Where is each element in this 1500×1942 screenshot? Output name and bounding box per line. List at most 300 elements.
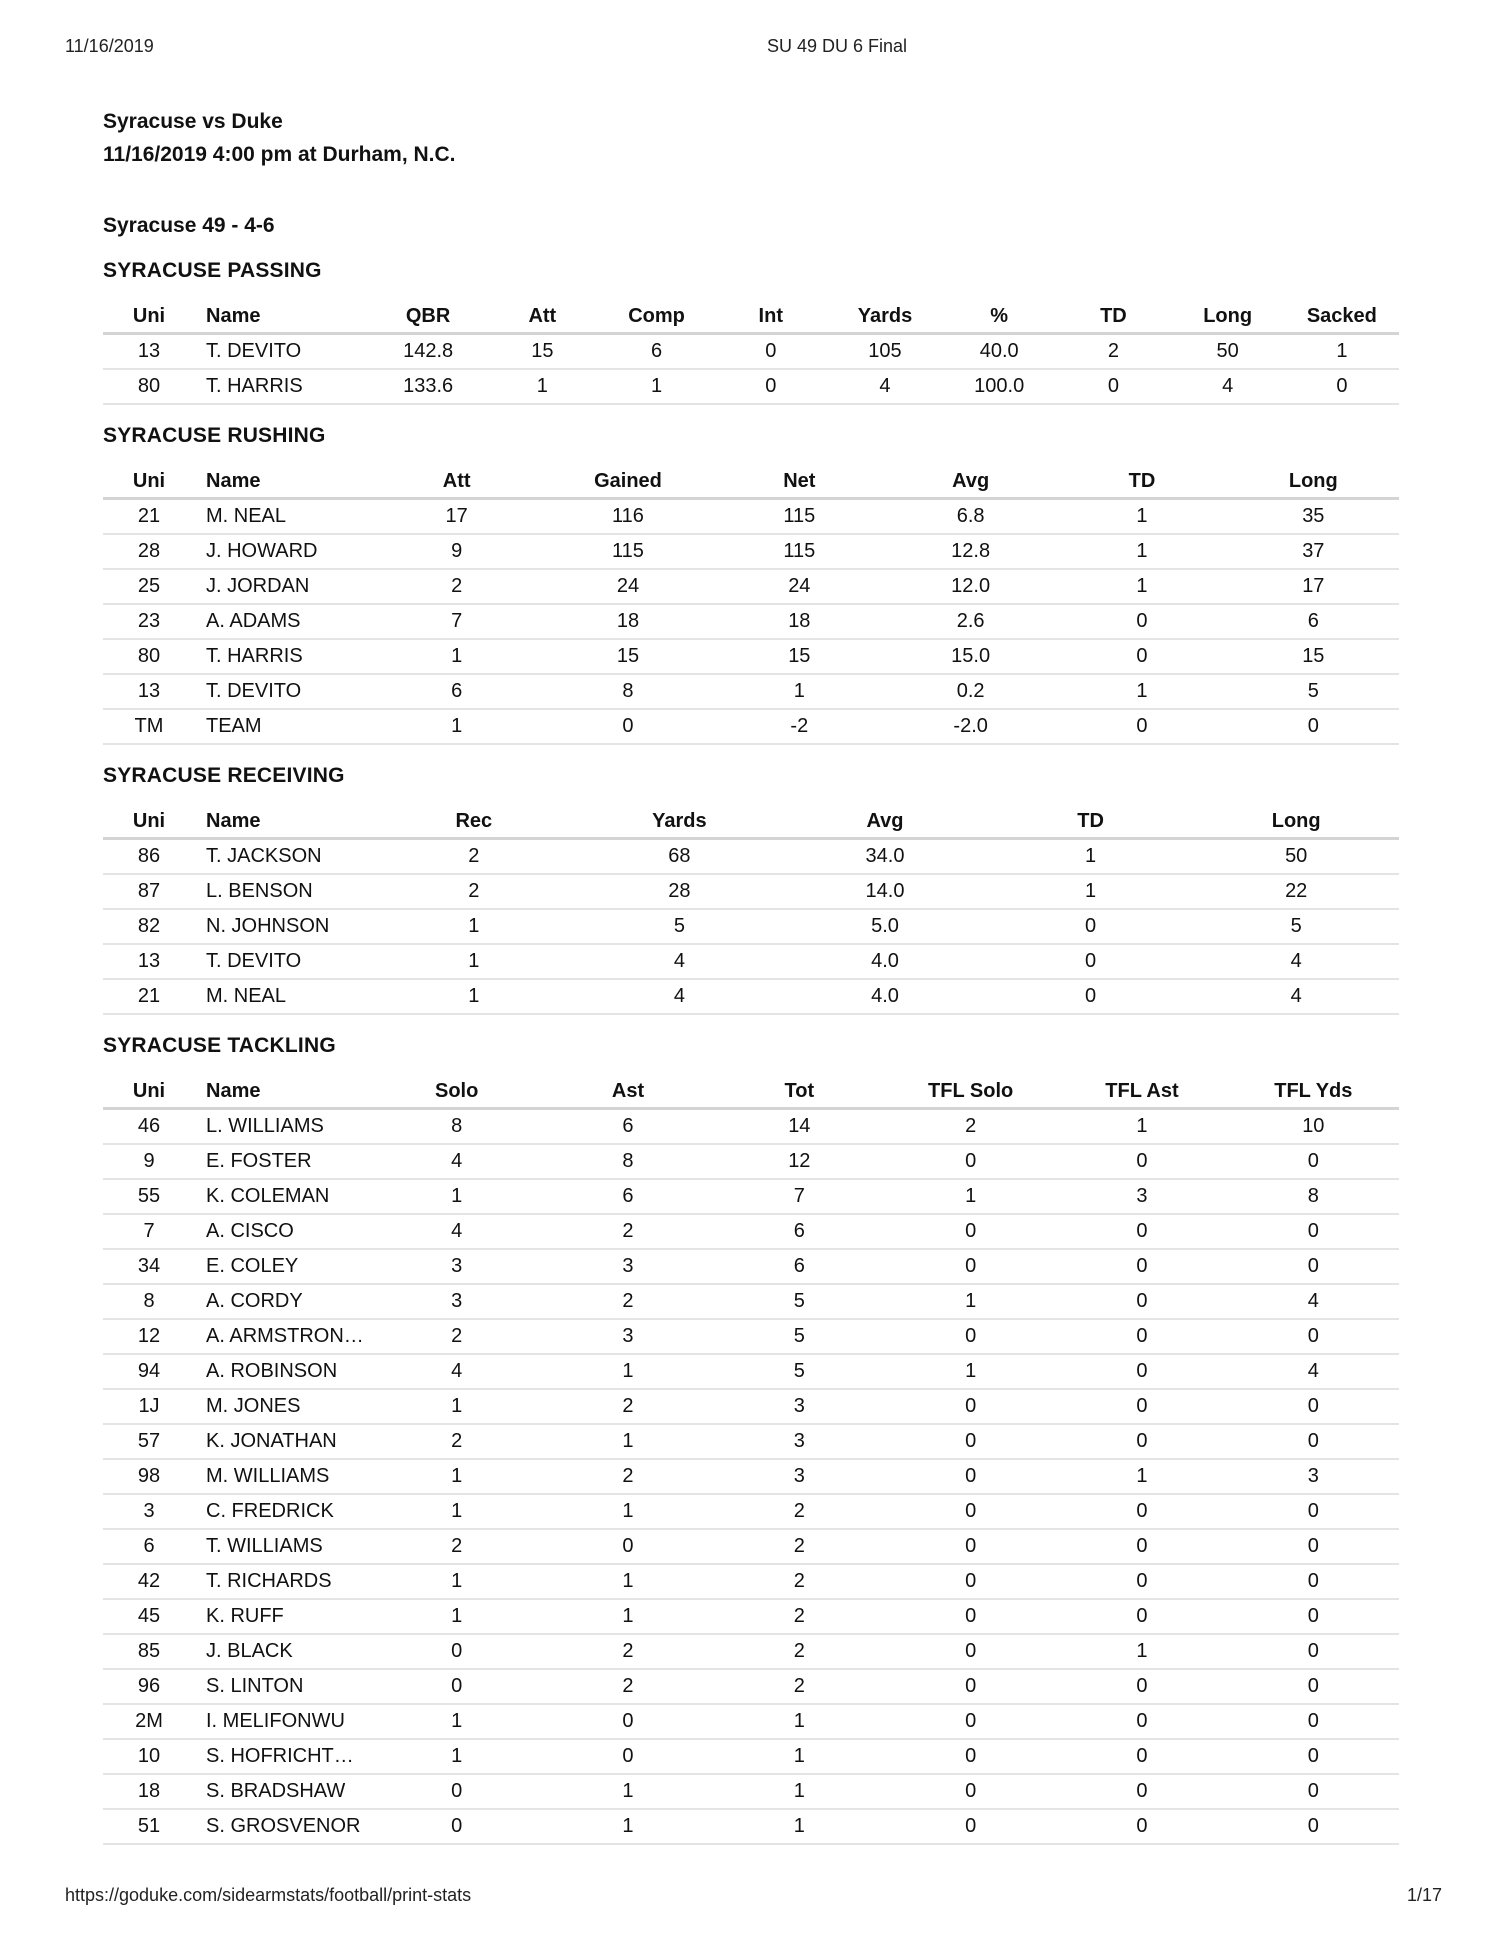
table-row <box>103 1179 1399 1214</box>
stat-cell: 1 <box>371 639 542 674</box>
column-header: TD <box>1056 465 1227 499</box>
table-row <box>103 534 1399 569</box>
stat-cell: 1 <box>542 1809 713 1844</box>
stat-cell: 7 <box>371 604 542 639</box>
table-row <box>103 1319 1399 1354</box>
stat-cell: 1 <box>1056 499 1227 535</box>
stat-cell: 1 <box>371 1564 542 1599</box>
player-name: E. FOSTER <box>195 1144 371 1179</box>
uniform-number: 6 <box>103 1529 195 1564</box>
stat-cell: 1 <box>542 1494 713 1529</box>
stat-cell: 0 <box>1228 1564 1399 1599</box>
player-name: S. LINTON <box>195 1669 371 1704</box>
stat-cell: 1 <box>371 1739 542 1774</box>
stat-cell: 0 <box>371 1774 542 1809</box>
stat-cell: 0 <box>1056 1774 1227 1809</box>
stat-cell: 1 <box>714 1774 885 1809</box>
stat-cell: 0 <box>1056 1424 1227 1459</box>
stat-cell: 0 <box>1056 1704 1227 1739</box>
stat-cell: 2 <box>542 1634 713 1669</box>
column-header: TFL Ast <box>1056 1075 1227 1109</box>
uniform-number: 10 <box>103 1739 195 1774</box>
stat-cell: 1 <box>1056 1634 1227 1669</box>
player-name: A. CISCO <box>195 1214 371 1249</box>
player-name: TEAM <box>195 709 371 744</box>
stat-cell: 0 <box>885 1319 1056 1354</box>
stat-cell: 2 <box>371 839 577 875</box>
table-row <box>103 944 1399 979</box>
stat-cell: 1 <box>371 1179 542 1214</box>
stat-cell: 50 <box>1193 839 1399 875</box>
player-name: M. NEAL <box>195 979 371 1014</box>
stat-cell: 5 <box>577 909 783 944</box>
player-name: L. BENSON <box>195 874 371 909</box>
stat-cell: 0 <box>1056 1809 1227 1844</box>
uniform-number: 21 <box>103 499 195 535</box>
table-row <box>103 1669 1399 1704</box>
stat-cell: 0 <box>885 1809 1056 1844</box>
column-header: QBR <box>371 300 485 334</box>
player-name: I. MELIFONWU <box>195 1704 371 1739</box>
stat-cell: 142.8 <box>371 334 485 370</box>
uniform-number: 21 <box>103 979 195 1014</box>
stat-cell: 2 <box>371 1424 542 1459</box>
table-row <box>103 499 1399 535</box>
uniform-number: 2M <box>103 1704 195 1739</box>
stat-cell: 0 <box>885 1494 1056 1529</box>
stat-cell: 5.0 <box>782 909 988 944</box>
stat-cell: 2 <box>714 1564 885 1599</box>
stat-cell: 2 <box>714 1669 885 1704</box>
stat-cell: 0 <box>1228 1249 1399 1284</box>
stat-cell: 40.0 <box>942 334 1056 370</box>
table-row <box>103 909 1399 944</box>
player-name: T. DEVITO <box>195 334 371 370</box>
stat-cell: 17 <box>1228 569 1399 604</box>
uniform-number: 23 <box>103 604 195 639</box>
stat-cell: 0 <box>988 909 1194 944</box>
stat-cell: 5 <box>1228 674 1399 709</box>
stat-cell: 2 <box>1056 334 1170 370</box>
stat-cell: 1 <box>885 1284 1056 1319</box>
stat-cell: 7 <box>714 1179 885 1214</box>
column-header: Att <box>371 465 542 499</box>
stat-cell: 10 <box>1228 1109 1399 1145</box>
stat-cell: 0 <box>885 1634 1056 1669</box>
stat-cell: 14.0 <box>782 874 988 909</box>
table-row <box>103 1704 1399 1739</box>
stat-cell: 0 <box>542 709 713 744</box>
stat-cell: 0 <box>988 979 1194 1014</box>
stat-cell: 0 <box>1228 1214 1399 1249</box>
stat-cell: 6 <box>714 1214 885 1249</box>
stat-cell: 2 <box>714 1599 885 1634</box>
stat-cell: 68 <box>577 839 783 875</box>
uniform-number: TM <box>103 709 195 744</box>
player-name: T. HARRIS <box>195 639 371 674</box>
uniform-number: 8 <box>103 1284 195 1319</box>
uniform-number: 42 <box>103 1564 195 1599</box>
stat-cell: 1 <box>371 1494 542 1529</box>
rushing-section-title: SYRACUSE RUSHING <box>103 424 326 447</box>
stat-cell: 6 <box>542 1179 713 1214</box>
player-name: T. HARRIS <box>195 369 371 404</box>
stat-cell: 1 <box>542 1424 713 1459</box>
player-name: S. BRADSHAW <box>195 1774 371 1809</box>
stat-cell: 1 <box>599 369 713 404</box>
stat-cell: 1 <box>542 1564 713 1599</box>
table-row <box>103 1459 1399 1494</box>
uniform-number: 3 <box>103 1494 195 1529</box>
stat-cell: 0 <box>885 1774 1056 1809</box>
table-row <box>103 334 1399 370</box>
stat-cell: 0 <box>1056 709 1227 744</box>
table-header-row <box>103 1075 1399 1109</box>
column-header: TD <box>1056 300 1170 334</box>
stat-cell: -2.0 <box>885 709 1056 744</box>
print-title: SU 49 DU 6 Final <box>766 36 908 56</box>
player-name: C. FREDRICK <box>195 1494 371 1529</box>
stat-cell: 1 <box>371 979 577 1014</box>
table-row <box>103 1599 1399 1634</box>
stat-cell: 0 <box>1228 1634 1399 1669</box>
stat-cell: 0 <box>1056 1354 1227 1389</box>
stat-cell: 37 <box>1228 534 1399 569</box>
stat-cell: 116 <box>542 499 713 535</box>
uniform-number: 9 <box>103 1144 195 1179</box>
stat-cell: 1 <box>485 369 599 404</box>
stat-cell: 15 <box>1228 639 1399 674</box>
table-row <box>103 1634 1399 1669</box>
stat-cell: 6 <box>542 1109 713 1145</box>
stat-cell: 0 <box>1285 369 1399 404</box>
stat-cell: 4 <box>577 944 783 979</box>
stat-cell: 15 <box>542 639 713 674</box>
stat-cell: 0 <box>1228 1389 1399 1424</box>
stat-cell: 2 <box>714 1634 885 1669</box>
table-row <box>103 1739 1399 1774</box>
stat-cell: 3 <box>714 1389 885 1424</box>
column-header: Gained <box>542 465 713 499</box>
table-row <box>103 604 1399 639</box>
stat-cell: 0 <box>1056 369 1170 404</box>
table-row <box>103 369 1399 404</box>
stat-cell: 8 <box>371 1109 542 1145</box>
stat-cell: 0.2 <box>885 674 1056 709</box>
stat-cell: 0 <box>885 1739 1056 1774</box>
stat-cell: 1 <box>885 1354 1056 1389</box>
player-name: L. WILLIAMS <box>195 1109 371 1145</box>
column-header: Rec <box>371 805 577 839</box>
stat-cell: 1 <box>371 909 577 944</box>
stat-cell: 34.0 <box>782 839 988 875</box>
stat-cell: 0 <box>885 1669 1056 1704</box>
uniform-number: 12 <box>103 1319 195 1354</box>
table-header-row <box>103 805 1399 839</box>
stat-cell: 35 <box>1228 499 1399 535</box>
stat-cell: 0 <box>542 1529 713 1564</box>
stat-cell: 18 <box>714 604 885 639</box>
column-header: Avg <box>782 805 988 839</box>
player-name: M. WILLIAMS <box>195 1459 371 1494</box>
uniform-number: 80 <box>103 639 195 674</box>
stat-cell: 0 <box>1228 1319 1399 1354</box>
stat-cell: 0 <box>1228 1739 1399 1774</box>
uniform-number: 18 <box>103 1774 195 1809</box>
stat-cell: 0 <box>1056 604 1227 639</box>
stat-cell: 0 <box>1228 709 1399 744</box>
table-row <box>103 639 1399 674</box>
stat-cell: 0 <box>1056 1494 1227 1529</box>
stat-cell: 0 <box>1056 1669 1227 1704</box>
uniform-number: 13 <box>103 334 195 370</box>
uniform-number: 13 <box>103 944 195 979</box>
table-row <box>103 1249 1399 1284</box>
player-name: A. ROBINSON <box>195 1354 371 1389</box>
column-header: TFL Yds <box>1228 1075 1399 1109</box>
uniform-number: 87 <box>103 874 195 909</box>
player-name: M. NEAL <box>195 499 371 535</box>
stat-cell: 1 <box>371 944 577 979</box>
column-header: TD <box>988 805 1194 839</box>
stat-cell: 0 <box>1228 1529 1399 1564</box>
player-name: T. WILLIAMS <box>195 1529 371 1564</box>
stat-cell: 0 <box>1056 1319 1227 1354</box>
uniform-number: 80 <box>103 369 195 404</box>
uniform-number: 34 <box>103 1249 195 1284</box>
column-header: % <box>942 300 1056 334</box>
column-header: Yards <box>577 805 783 839</box>
print-date: 11/16/2019 <box>65 36 154 56</box>
column-header: Avg <box>885 465 1056 499</box>
stat-cell: 0 <box>885 1424 1056 1459</box>
stat-cell: 1 <box>542 1774 713 1809</box>
stat-cell: 4.0 <box>782 979 988 1014</box>
stat-cell: 6 <box>1228 604 1399 639</box>
table-row <box>103 1809 1399 1844</box>
stat-cell: 17 <box>371 499 542 535</box>
receiving-section-title: SYRACUSE RECEIVING <box>103 764 345 787</box>
stat-cell: 6 <box>599 334 713 370</box>
player-name: T. RICHARDS <box>195 1564 371 1599</box>
stat-cell: 1 <box>1056 569 1227 604</box>
stat-cell: 1 <box>542 1354 713 1389</box>
stat-cell: 0 <box>1228 1424 1399 1459</box>
stat-cell: 0 <box>885 1214 1056 1249</box>
table-row <box>103 1144 1399 1179</box>
stat-cell: 1 <box>1056 674 1227 709</box>
stat-cell: 4 <box>1171 369 1285 404</box>
uniform-number: 7 <box>103 1214 195 1249</box>
uniform-number: 86 <box>103 839 195 875</box>
column-header: Net <box>714 465 885 499</box>
table-row <box>103 1354 1399 1389</box>
stat-cell: 1 <box>371 1704 542 1739</box>
stat-cell: 115 <box>714 534 885 569</box>
stat-cell: 0 <box>371 1669 542 1704</box>
stat-cell: 0 <box>1056 1529 1227 1564</box>
stat-cell: 0 <box>1228 1809 1399 1844</box>
stat-cell: 115 <box>714 499 885 535</box>
column-header: Uni <box>103 1075 195 1109</box>
stat-cell: 5 <box>714 1354 885 1389</box>
uniform-number: 57 <box>103 1424 195 1459</box>
table-header-row <box>103 465 1399 499</box>
player-name: S. GROSVENOR <box>195 1809 371 1844</box>
uniform-number: 25 <box>103 569 195 604</box>
column-header: Att <box>485 300 599 334</box>
stat-cell: 4 <box>1228 1354 1399 1389</box>
table-row <box>103 1494 1399 1529</box>
stat-cell: 0 <box>885 1529 1056 1564</box>
stat-cell: 3 <box>1056 1179 1227 1214</box>
tackling-table <box>103 1075 1399 1845</box>
stat-cell: 1 <box>1056 1109 1227 1145</box>
stats-document <box>103 105 1399 1845</box>
stat-cell: 6.8 <box>885 499 1056 535</box>
stat-cell: 8 <box>542 1144 713 1179</box>
stat-cell: 0 <box>885 1599 1056 1634</box>
stat-cell: 0 <box>1228 1599 1399 1634</box>
stat-cell: 0 <box>371 1634 542 1669</box>
stat-cell: 2 <box>542 1669 713 1704</box>
stat-cell: 0 <box>1228 1669 1399 1704</box>
stat-cell: 2 <box>714 1494 885 1529</box>
stat-cell: 3 <box>542 1319 713 1354</box>
stat-cell: 1 <box>371 1599 542 1634</box>
stat-cell: 0 <box>1056 1249 1227 1284</box>
stat-cell: 2 <box>542 1459 713 1494</box>
player-name: K. COLEMAN <box>195 1179 371 1214</box>
stat-cell: 3 <box>371 1284 542 1319</box>
stat-cell: 0 <box>1056 1214 1227 1249</box>
passing-table <box>103 300 1399 405</box>
stat-cell: 1 <box>714 1704 885 1739</box>
stat-cell: 0 <box>714 369 828 404</box>
uniform-number: 82 <box>103 909 195 944</box>
stat-cell: 4 <box>1193 944 1399 979</box>
stat-cell: 0 <box>885 1249 1056 1284</box>
column-header: Tot <box>714 1075 885 1109</box>
table-row <box>103 839 1399 875</box>
table-header-row <box>103 300 1399 334</box>
stat-cell: 2 <box>542 1389 713 1424</box>
column-header: Name <box>195 1075 371 1109</box>
table-row <box>103 1774 1399 1809</box>
stat-cell: 0 <box>714 334 828 370</box>
column-header: Long <box>1228 465 1399 499</box>
stat-cell: 12.8 <box>885 534 1056 569</box>
page-number: 1/17 <box>1406 1885 1442 1905</box>
stat-cell: 0 <box>542 1704 713 1739</box>
column-header: TFL Solo <box>885 1075 1056 1109</box>
tackling-section-title: SYRACUSE TACKLING <box>103 1034 336 1057</box>
stat-cell: 1 <box>1056 1459 1227 1494</box>
stat-cell: 1 <box>714 674 885 709</box>
column-header: Int <box>714 300 828 334</box>
table-row <box>103 979 1399 1014</box>
column-header: Comp <box>599 300 713 334</box>
table-row <box>103 569 1399 604</box>
stat-cell: 15 <box>485 334 599 370</box>
stat-cell: 0 <box>885 1704 1056 1739</box>
stat-cell: 15.0 <box>885 639 1056 674</box>
stat-cell: 5 <box>714 1284 885 1319</box>
table-row <box>103 1424 1399 1459</box>
table-row <box>103 674 1399 709</box>
stat-cell: 0 <box>885 1389 1056 1424</box>
stat-cell: 0 <box>885 1459 1056 1494</box>
player-name: T. DEVITO <box>195 944 371 979</box>
stat-cell: 105 <box>828 334 942 370</box>
stat-cell: 1 <box>988 839 1194 875</box>
stat-cell: 8 <box>1228 1179 1399 1214</box>
stat-cell: 100.0 <box>942 369 1056 404</box>
player-name: J. JORDAN <box>195 569 371 604</box>
stat-cell: 14 <box>714 1109 885 1145</box>
stat-cell: 22 <box>1193 874 1399 909</box>
rushing-table <box>103 465 1399 745</box>
stat-cell: 4 <box>371 1354 542 1389</box>
uniform-number: 94 <box>103 1354 195 1389</box>
player-name: N. JOHNSON <box>195 909 371 944</box>
stat-cell: 5 <box>714 1319 885 1354</box>
stat-cell: 0 <box>885 1564 1056 1599</box>
stat-cell: 115 <box>542 534 713 569</box>
stat-cell: 28 <box>577 874 783 909</box>
player-name: J. BLACK <box>195 1634 371 1669</box>
stat-cell: 4 <box>1228 1284 1399 1319</box>
stat-cell: 0 <box>371 1809 542 1844</box>
game-title: Syracuse vs Duke <box>103 110 283 133</box>
table-row <box>103 1564 1399 1599</box>
stat-cell: 2.6 <box>885 604 1056 639</box>
stat-cell: 0 <box>1228 1774 1399 1809</box>
player-name: J. HOWARD <box>195 534 371 569</box>
stat-cell: 1 <box>1285 334 1399 370</box>
stat-cell: 3 <box>542 1249 713 1284</box>
uniform-number: 46 <box>103 1109 195 1145</box>
stat-cell: 3 <box>714 1459 885 1494</box>
stat-cell: 0 <box>542 1739 713 1774</box>
column-header: Long <box>1193 805 1399 839</box>
uniform-number: 1J <box>103 1389 195 1424</box>
stat-cell: 1 <box>988 874 1194 909</box>
stat-cell: 4 <box>371 1144 542 1179</box>
player-name: K. JONATHAN <box>195 1424 371 1459</box>
stat-cell: 24 <box>542 569 713 604</box>
stat-cell: 2 <box>371 1529 542 1564</box>
column-header: Long <box>1171 300 1285 334</box>
stat-cell: 0 <box>885 1144 1056 1179</box>
uniform-number: 45 <box>103 1599 195 1634</box>
table-row <box>103 1214 1399 1249</box>
player-name: T. JACKSON <box>195 839 371 875</box>
stat-cell: 6 <box>371 674 542 709</box>
column-header: Name <box>195 300 371 334</box>
stat-cell: 12 <box>714 1144 885 1179</box>
column-header: Solo <box>371 1075 542 1109</box>
stat-cell: 18 <box>542 604 713 639</box>
stat-cell: 1 <box>885 1179 1056 1214</box>
print-url: https://goduke.com/sidearmstats/football/print-stats <box>65 1885 472 1905</box>
game-datetime: 11/16/2019 4:00 pm at Durham, N.C. <box>103 143 456 166</box>
stat-cell: 0 <box>1056 1739 1227 1774</box>
table-row <box>103 874 1399 909</box>
passing-section-title: SYRACUSE PASSING <box>103 259 322 282</box>
player-name: K. RUFF <box>195 1599 371 1634</box>
stat-cell: 2 <box>542 1284 713 1319</box>
